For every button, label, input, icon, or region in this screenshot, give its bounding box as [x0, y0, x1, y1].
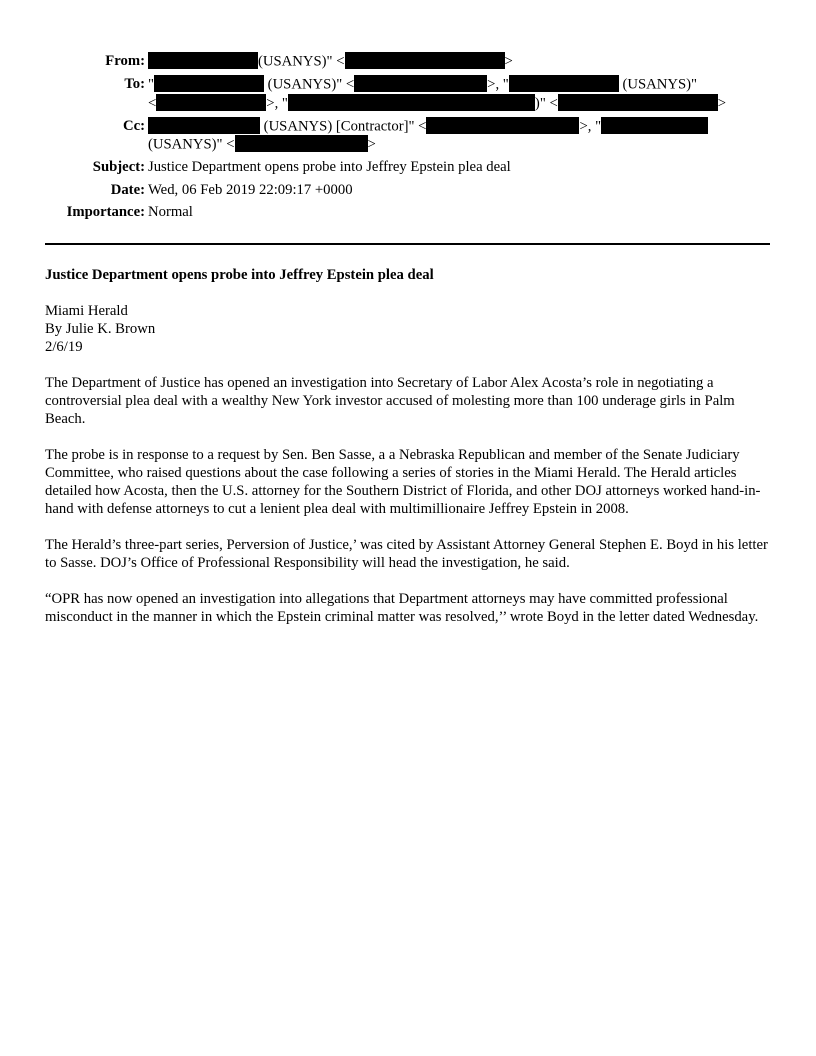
header-divider — [45, 243, 770, 245]
header-field-label: Date: — [110, 181, 145, 198]
header-text-segment: >, " — [487, 76, 509, 93]
article-title: Justice Department opens probe into Jeffrey Epstein plea deal — [45, 267, 434, 283]
header-value-line — [148, 117, 770, 136]
header-row — [45, 52, 770, 71]
header-field-label: Importance: — [66, 204, 145, 220]
header-row — [45, 158, 770, 176]
article-paragraph: The probe is in response to a request by Sen. Ben Sasse, a a Nebraska Republican and member of the Senate Judiciary Committee, who raised questions about the case following a series of stories in the Miami Herald. The Herald articles detailed how Acosta, then the U.S. attorney for the Southern District of Florida, and other DOJ attorneys worked hand-in-hand with defense attorneys to cut a lenient plea deal with multimillionaire Jeffrey Epstein in 2008. — [45, 447, 761, 517]
header-field-label: To: — [124, 76, 145, 92]
header-row — [45, 181, 770, 199]
redaction-bar — [288, 94, 535, 111]
byline-line: 2/6/19 — [45, 339, 83, 355]
redaction-bar — [558, 94, 718, 111]
header-field-label: Subject: — [92, 159, 145, 175]
redaction-bar — [509, 75, 619, 92]
redaction-bar — [148, 52, 258, 69]
article-paragraph: “OPR has now opened an investigation into allegations that Department attorneys may have committed professional misconduct in the manner in which the Epstein criminal matter was resolved,’’ wrote Boyd in the letter dated Wednesday. — [45, 591, 759, 625]
header-field-value — [148, 117, 770, 154]
header-text-segment: (USANYS) [Contractor]" < — [260, 118, 427, 134]
header-field-value — [148, 52, 770, 71]
article-paragraphs — [45, 374, 770, 626]
header-value-line — [148, 181, 770, 199]
redaction-bar — [235, 135, 368, 152]
header-text-segment: Normal — [148, 204, 193, 220]
byline-line: Miami Herald — [45, 303, 128, 319]
header-field-value — [148, 158, 770, 176]
email-header — [45, 52, 770, 221]
redaction-bar — [345, 52, 505, 69]
header-field-label: From: — [105, 53, 145, 69]
header-text-segment: > — [367, 136, 376, 153]
redaction-bar — [156, 94, 266, 111]
header-value-line — [148, 94, 770, 113]
header-text-segment: )" < — [534, 95, 558, 111]
header-field-value — [148, 75, 770, 112]
header-value-line — [148, 203, 770, 221]
redaction-bar — [148, 117, 260, 134]
header-field-label: Cc: — [122, 117, 145, 134]
header-text-segment: < — [148, 95, 157, 111]
header-text-segment: (USANYS)" < — [264, 76, 355, 93]
header-text-segment: (USANYS)" < — [148, 136, 235, 153]
article-byline — [45, 302, 770, 356]
redaction-bar — [154, 75, 264, 92]
header-text-segment: " — [148, 76, 154, 93]
header-text-segment: Justice Department opens probe into Jeffrey Epstein plea deal — [148, 159, 511, 175]
redaction-bar — [354, 75, 487, 92]
header-value-line — [148, 158, 770, 176]
header-text-segment: >, " — [579, 118, 602, 134]
header-text-segment: >, " — [266, 95, 288, 111]
article-paragraph: The Herald’s three-part series, Perversion of Justice,’ was cited by Assistant Attorney General Stephen E. Boyd in his letter to Sasse. DOJ’s Office of Professional Responsibility will head the investigation, he said. — [45, 537, 768, 571]
header-text-segment: (USANYS)" — [618, 76, 698, 93]
header-value-line — [148, 75, 770, 94]
article-paragraph: The Department of Justice has opened an investigation into Secretary of Labor Alex Acosta’s role in negotiating a controversial plea deal with a wealthy New York investor accused of molesting more than 100 underage girls in Palm Beach. — [45, 375, 735, 427]
email-body — [45, 266, 770, 626]
header-text-segment: Wed, 06 Feb 2019 22:09:17 +0000 — [148, 181, 353, 198]
header-text-segment: (USANYS)" < — [258, 53, 345, 70]
header-text-segment: > — [504, 53, 513, 70]
redaction-bar — [426, 117, 579, 134]
header-row — [45, 117, 770, 154]
header-row — [45, 203, 770, 221]
redaction-bar — [601, 117, 708, 134]
header-field-value — [148, 181, 770, 199]
header-field-value — [148, 203, 770, 221]
header-row — [45, 75, 770, 112]
header-value-line — [148, 135, 770, 154]
header-text-segment: > — [717, 95, 727, 111]
byline-line: By Julie K. Brown — [45, 321, 156, 337]
header-value-line — [148, 52, 770, 71]
